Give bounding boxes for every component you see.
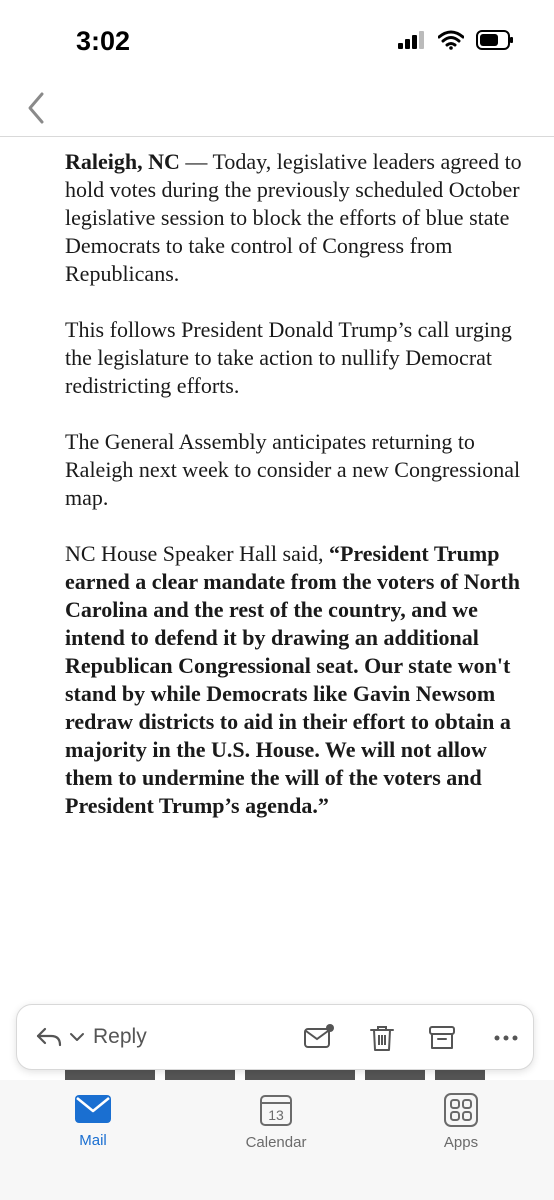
tab-mail-label: Mail	[79, 1132, 107, 1149]
status-time: 3:02	[76, 26, 131, 56]
status-bar	[0, 0, 554, 80]
paragraph-2: This follows President Donald Trump’s call urging the legislature to take action to nullify Democrat redistricting efforts.	[65, 317, 512, 398]
speaker-attribution: NC House Speaker Hall said,	[65, 541, 329, 566]
paragraph-3: The General Assembly anticipates returning to Raleigh next week to consider a new Congressional map.	[65, 429, 521, 510]
back-chevron-icon	[22, 88, 52, 128]
battery-icon	[476, 30, 514, 50]
archive-button[interactable]	[427, 1023, 457, 1053]
wifi-icon	[438, 30, 464, 50]
back-button[interactable]	[22, 88, 52, 128]
more-dots-icon	[491, 1023, 521, 1053]
reply-arrow-icon	[35, 1025, 63, 1049]
tab-apps-label: Apps	[443, 1134, 479, 1151]
envelope-unread-icon	[303, 1023, 335, 1053]
tab-mail[interactable]	[38, 1092, 148, 1149]
status-icons	[398, 30, 514, 50]
signal-icon	[398, 31, 426, 49]
chevron-down-icon[interactable]	[69, 1031, 85, 1043]
paragraph-4	[65, 540, 525, 820]
calendar-date: 13	[268, 1107, 284, 1123]
trash-icon	[367, 1023, 397, 1053]
tab-bar	[0, 1080, 554, 1200]
reply-action-bar	[16, 1004, 534, 1070]
tab-calendar[interactable]	[221, 1092, 331, 1151]
speaker-quote: “President Trump earned a clear mandate from the voters of North Carolina and the rest of the country, and we intend to defend it by drawing an additional Republican Congressional seat. Our state won't stand by while Democrats like Gavin Newsom redraw districts to aid in their effort to obtain a majority in the U.S. House. We will not allow them to undermine the will of the voters and President Trump’s agenda.”	[65, 541, 520, 818]
more-options-button[interactable]	[491, 1023, 521, 1053]
delete-button[interactable]	[367, 1023, 397, 1053]
apps-grid-icon	[443, 1092, 479, 1128]
dateline: Raleigh, NC	[65, 149, 180, 174]
paragraph-1-text: — Today, legislative leaders agreed to hold votes during the previously scheduled October legislative session to block the efforts of blue state Democrats to take control of Congress from Republicans.	[65, 149, 522, 286]
reply-button[interactable]	[35, 1019, 147, 1055]
mail-icon	[73, 1092, 113, 1126]
mark-unread-button[interactable]	[303, 1023, 333, 1053]
reply-label: Reply	[93, 1025, 147, 1048]
email-body	[65, 148, 525, 848]
tab-calendar-label: Calendar	[245, 1134, 307, 1151]
nav-bar	[0, 80, 554, 137]
calendar-icon	[258, 1092, 294, 1128]
paragraph-1	[65, 148, 525, 288]
archive-icon	[427, 1023, 457, 1053]
tab-apps[interactable]	[406, 1092, 516, 1151]
